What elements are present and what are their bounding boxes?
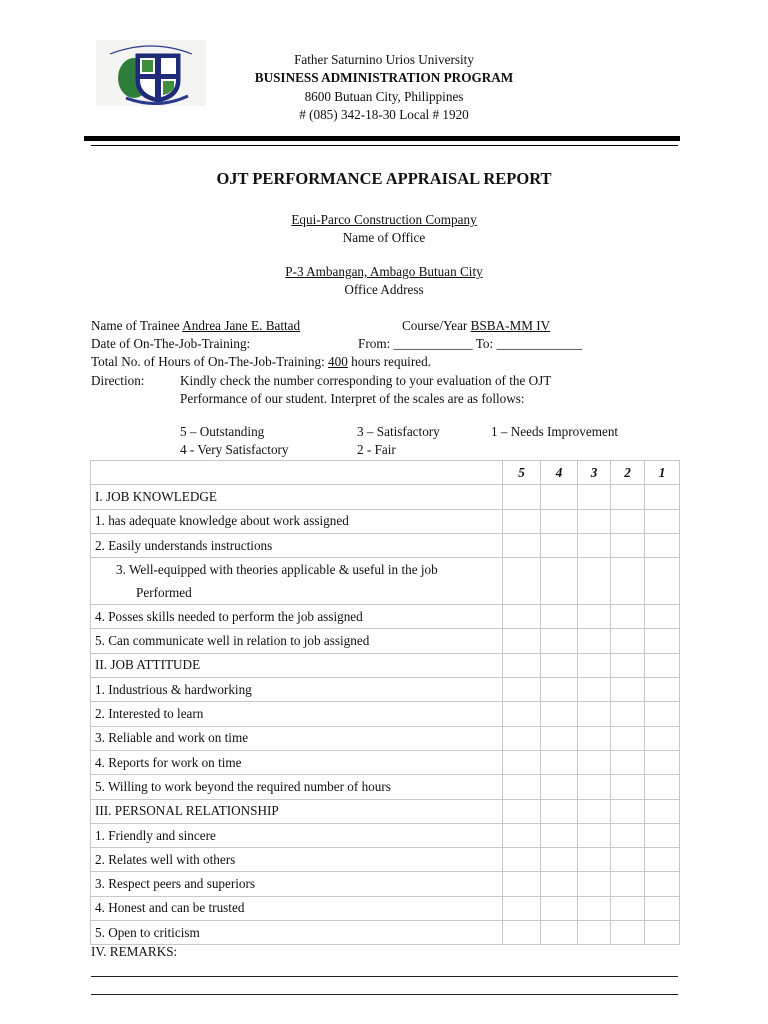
rating-cell[interactable] (503, 726, 541, 750)
rating-cell[interactable] (541, 799, 578, 823)
trainee-name: Andrea Jane E. Battad (182, 318, 301, 333)
rating-cell[interactable] (578, 678, 611, 702)
rating-cell[interactable] (645, 921, 680, 945)
rating-cell[interactable] (578, 558, 611, 605)
direction-line-2: Performance of our student. Interpret of the scales are as follows: (180, 391, 525, 406)
criterion-continuation: Performed (136, 585, 192, 601)
university-name: Father Saturnino Urios University (294, 52, 474, 67)
rating-cell[interactable] (611, 558, 645, 605)
remarks-label: IV. REMARKS: (91, 944, 178, 959)
rating-cell[interactable] (503, 629, 541, 653)
rating-cell[interactable] (503, 678, 541, 702)
rating-cell[interactable] (645, 605, 680, 629)
table-row (91, 823, 680, 847)
rating-cell[interactable] (645, 558, 680, 605)
section-title: I. JOB KNOWLEDGE (91, 485, 503, 509)
table-row (91, 702, 680, 726)
from-label: From: (358, 336, 391, 351)
rating-cell[interactable] (611, 605, 645, 629)
course-label: Course/Year (402, 318, 468, 333)
rating-cell[interactable] (541, 750, 578, 774)
scale-5: 5 – Outstanding (180, 424, 265, 439)
rating-cell[interactable] (541, 509, 578, 533)
office-name-label: Name of Office (342, 230, 426, 245)
table-row (91, 558, 680, 605)
scale-2: 2 - Fair (357, 442, 396, 457)
rating-cell[interactable] (503, 896, 541, 920)
to-label: To: (475, 336, 494, 351)
rating-cell[interactable] (541, 872, 578, 896)
rating-cell[interactable] (541, 823, 578, 847)
rating-cell[interactable] (611, 678, 645, 702)
rating-cell[interactable] (541, 896, 578, 920)
rating-cell[interactable] (645, 653, 680, 677)
ojt-date-label: Date of On-The-Job-Training: (91, 336, 251, 351)
rating-cell[interactable] (611, 823, 645, 847)
rating-cell[interactable] (578, 872, 611, 896)
rating-cell[interactable] (611, 848, 645, 872)
rating-cell[interactable] (503, 775, 541, 799)
direction-label: Direction: (91, 373, 145, 388)
criterion: 1. Industrious & hardworking (91, 678, 503, 702)
rating-cell[interactable] (611, 872, 645, 896)
rating-cell[interactable] (645, 485, 680, 509)
table-row (91, 750, 680, 774)
rating-cell[interactable] (503, 848, 541, 872)
office-name: Equi-Parco Construction Company (291, 212, 477, 227)
table-header-row (91, 461, 680, 485)
rating-cell[interactable] (611, 896, 645, 920)
rating-cell[interactable] (541, 726, 578, 750)
section-row-job-attitude (91, 653, 680, 677)
rating-cell[interactable] (611, 653, 645, 677)
rating-cell[interactable] (611, 726, 645, 750)
rating-cell[interactable] (645, 896, 680, 920)
criterion: 4. Posses skills needed to perform the job assigned (91, 605, 503, 629)
section-title: III. PERSONAL RELATIONSHIP (91, 799, 503, 823)
hours-suffix: hours required. (351, 354, 431, 369)
rating-cell[interactable] (645, 702, 680, 726)
rating-cell[interactable] (578, 509, 611, 533)
rating-cell[interactable] (503, 799, 541, 823)
column-header-1: 1 (645, 461, 680, 485)
rating-cell[interactable] (503, 872, 541, 896)
rating-cell[interactable] (503, 921, 541, 945)
rating-cell[interactable] (578, 726, 611, 750)
rating-cell[interactable] (645, 872, 680, 896)
rating-cell[interactable] (541, 678, 578, 702)
rating-cell[interactable] (578, 605, 611, 629)
criterion: 3. Well-equipped with theories applicable & useful in the job (116, 562, 438, 578)
rating-cell[interactable] (503, 823, 541, 847)
rating-cell[interactable] (541, 533, 578, 557)
program-name: BUSINESS ADMINISTRATION PROGRAM (254, 70, 514, 85)
rating-cell[interactable] (611, 485, 645, 509)
hours-value: 400 (328, 354, 348, 369)
rating-cell[interactable] (611, 509, 645, 533)
rating-cell[interactable] (541, 653, 578, 677)
remarks-line-2[interactable] (91, 994, 678, 995)
rating-cell[interactable] (611, 750, 645, 774)
criterion: 3. Respect peers and superiors (91, 872, 503, 896)
rating-cell[interactable] (541, 702, 578, 726)
rating-cell[interactable] (611, 775, 645, 799)
rating-cell[interactable] (578, 775, 611, 799)
rating-cell[interactable] (578, 485, 611, 509)
rating-cell[interactable] (578, 848, 611, 872)
course-value: BSBA-MM IV (470, 318, 551, 333)
section-row-personal-relationship (91, 799, 680, 823)
rating-cell[interactable] (541, 775, 578, 799)
remarks-line-1[interactable] (91, 976, 678, 977)
direction-line-1: Kindly check the number corresponding to your evaluation of the OJT (180, 373, 552, 388)
rating-cell[interactable] (578, 896, 611, 920)
rating-cell[interactable] (578, 702, 611, 726)
rating-cell[interactable] (503, 509, 541, 533)
rating-cell[interactable] (645, 848, 680, 872)
rating-cell[interactable] (578, 629, 611, 653)
rating-cell[interactable] (541, 629, 578, 653)
criterion: 2. Relates well with others (91, 848, 503, 872)
rating-cell[interactable] (578, 823, 611, 847)
rating-cell[interactable] (503, 485, 541, 509)
table-row (91, 605, 680, 629)
scale-1: 1 – Needs Improvement (491, 424, 619, 439)
to-blank[interactable]: _____________ (496, 336, 583, 351)
rating-cell[interactable] (503, 533, 541, 557)
table-row (91, 872, 680, 896)
scale-3: 3 – Satisfactory (357, 424, 440, 439)
rating-cell[interactable] (503, 605, 541, 629)
table-row (91, 629, 680, 653)
table-row (91, 533, 680, 557)
evaluation-table (90, 460, 680, 945)
table-row (91, 678, 680, 702)
rating-cell[interactable] (611, 921, 645, 945)
rating-cell[interactable] (541, 921, 578, 945)
rating-cell[interactable] (578, 799, 611, 823)
criterion: 5. Can communicate well in relation to job assigned (91, 629, 503, 653)
table-row (91, 509, 680, 533)
rating-cell[interactable] (645, 799, 680, 823)
criterion: 1. has adequate knowledge about work assigned (91, 509, 503, 533)
column-header-3: 3 (578, 461, 611, 485)
criterion: 5. Willing to work beyond the required number of hours (91, 775, 503, 799)
rating-cell[interactable] (611, 533, 645, 557)
rating-cell[interactable] (541, 558, 578, 605)
section-row-job-knowledge (91, 485, 680, 509)
hours-prefix: Total No. of Hours of On-The-Job-Training: (91, 354, 325, 369)
trainee-name-label: Name of Trainee (91, 318, 180, 333)
university-address: 8600 Butuan City, Philippines (304, 89, 464, 104)
office-address: P-3 Ambangan, Ambago Butuan City (285, 264, 483, 279)
page-title: OJT PERFORMANCE APPRAISAL REPORT (216, 169, 552, 188)
header-divider-thick (84, 136, 680, 141)
university-phone: # (085) 342-18-30 Local # 1920 (299, 107, 469, 122)
rating-cell[interactable] (645, 750, 680, 774)
rating-cell[interactable] (503, 750, 541, 774)
criterion: 4. Honest and can be trusted (91, 896, 503, 920)
rating-cell[interactable] (645, 775, 680, 799)
office-address-label: Office Address (344, 282, 424, 297)
rating-cell[interactable] (645, 509, 680, 533)
rating-cell[interactable] (611, 702, 645, 726)
table-row (91, 775, 680, 799)
rating-cell[interactable] (541, 605, 578, 629)
rating-cell[interactable] (578, 533, 611, 557)
column-header-5: 5 (503, 461, 541, 485)
column-header-2: 2 (611, 461, 645, 485)
rating-cell[interactable] (503, 653, 541, 677)
criterion: 2. Interested to learn (91, 702, 503, 726)
rating-cell[interactable] (503, 702, 541, 726)
criterion-multiline (91, 558, 503, 605)
rating-cell[interactable] (611, 629, 645, 653)
table-row (91, 896, 680, 920)
table-row (91, 848, 680, 872)
rating-cell[interactable] (645, 823, 680, 847)
rating-cell[interactable] (645, 629, 680, 653)
rating-cell[interactable] (578, 653, 611, 677)
criterion: 1. Friendly and sincere (91, 823, 503, 847)
rating-cell[interactable] (578, 921, 611, 945)
rating-cell[interactable] (611, 799, 645, 823)
criterion: 4. Reports for work on time (91, 750, 503, 774)
rating-cell[interactable] (645, 533, 680, 557)
from-blank[interactable]: ____________ (393, 336, 473, 351)
criterion: 3. Reliable and work on time (91, 726, 503, 750)
rating-cell[interactable] (645, 726, 680, 750)
table-row (91, 726, 680, 750)
column-header-4: 4 (541, 461, 578, 485)
rating-cell[interactable] (541, 485, 578, 509)
rating-cell[interactable] (578, 750, 611, 774)
criterion: 2. Easily understands instructions (91, 533, 503, 557)
header-divider-thin (91, 145, 678, 146)
scale-4: 4 - Very Satisfactory (180, 442, 289, 457)
criterion: 5. Open to criticism (91, 921, 503, 945)
rating-cell[interactable] (541, 848, 578, 872)
university-logo (96, 40, 206, 106)
table-row (91, 921, 680, 945)
section-title: II. JOB ATTITUDE (91, 653, 503, 677)
rating-cell[interactable] (503, 558, 541, 605)
rating-cell[interactable] (645, 678, 680, 702)
